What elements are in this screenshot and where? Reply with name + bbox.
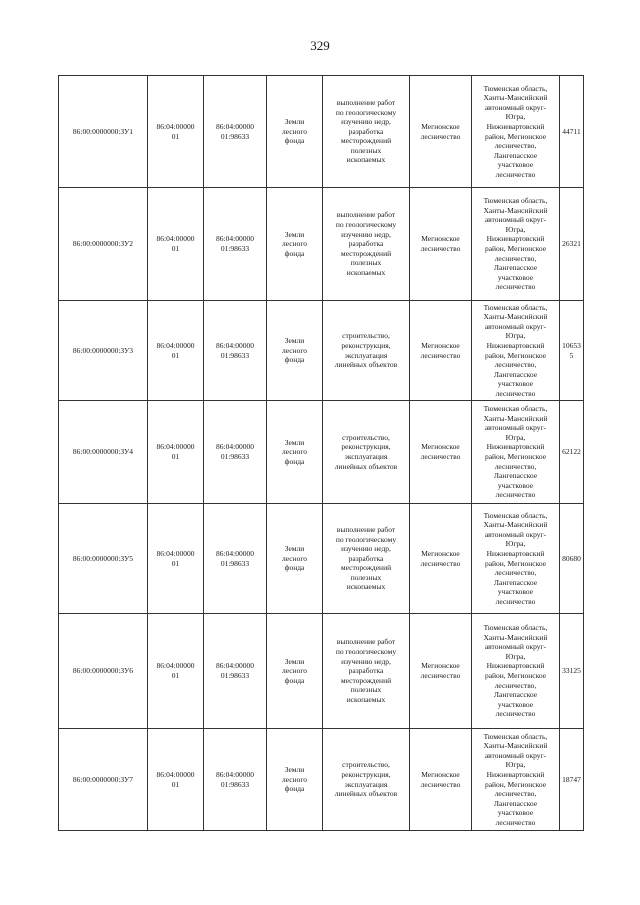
permitted-use-cell: строительство, реконструкция, эксплуатация линейных объектов — [323, 729, 410, 831]
forestry-cell: Мегионское лесничество — [410, 614, 472, 729]
cadastral-number-cell: 86:00:0000000:ЗУ3 — [59, 301, 148, 401]
table-row — [59, 729, 584, 831]
area-cell: 44711 — [560, 76, 584, 188]
area-cell: 26321 — [560, 188, 584, 301]
cadastral-number-cell: 86:00:0000000:ЗУ5 — [59, 504, 148, 614]
cadastral-quarter-cell: 86:04:00000 01 — [148, 401, 204, 504]
permitted-use-cell: выполнение работ по геологическому изучению недр, разработка месторождений полезных ископаемых — [323, 504, 410, 614]
land-category-cell: Земли лесного фонда — [267, 301, 323, 401]
parent-plot-number-cell: 86:04:00000 01:98633 — [204, 188, 267, 301]
permitted-use-cell: строительство, реконструкция, эксплуатация линейных объектов — [323, 401, 410, 504]
table-row — [59, 614, 584, 729]
parent-plot-number-cell: 86:04:00000 01:98633 — [204, 301, 267, 401]
land-category-cell: Земли лесного фонда — [267, 729, 323, 831]
land-category-cell: Земли лесного фонда — [267, 401, 323, 504]
land-category-cell: Земли лесного фонда — [267, 188, 323, 301]
land-category-cell: Земли лесного фонда — [267, 76, 323, 188]
area-cell: 18747 — [560, 729, 584, 831]
cadastral-number-cell: 86:00:0000000:ЗУ6 — [59, 614, 148, 729]
cadastral-number-cell: 86:00:0000000:ЗУ2 — [59, 188, 148, 301]
address-cell: Тюменская область, Ханты-Мансийский автономный округ- Югра, Нижневартовский район, Мегионское лесничество, Лангепасское участковое лесничество — [472, 188, 560, 301]
permitted-use-cell: выполнение работ по геологическому изучению недр, разработка месторождений полезных ископаемых — [323, 188, 410, 301]
cadastral-quarter-cell: 86:04:00000 01 — [148, 188, 204, 301]
area-cell: 106535 — [560, 301, 584, 401]
address-cell: Тюменская область, Ханты-Мансийский автономный округ- Югра, Нижневартовский район, Мегионское лесничество, Лангепасское участковое лесничество — [472, 401, 560, 504]
permitted-use-cell: выполнение работ по геологическому изучению недр, разработка месторождений полезных ископаемых — [323, 76, 410, 188]
area-cell: 62122 — [560, 401, 584, 504]
parent-plot-number-cell: 86:04:00000 01:98633 — [204, 76, 267, 188]
area-cell: 80680 — [560, 504, 584, 614]
cadastral-quarter-cell: 86:04:00000 01 — [148, 729, 204, 831]
table-body — [59, 76, 584, 831]
permitted-use-cell: строительство, реконструкция, эксплуатация линейных объектов — [323, 301, 410, 401]
page-number: 329 — [310, 38, 330, 53]
cadastral-number-cell: 86:00:0000000:ЗУ4 — [59, 401, 148, 504]
parent-plot-number-cell: 86:04:00000 01:98633 — [204, 401, 267, 504]
land-category-cell: Земли лесного фонда — [267, 614, 323, 729]
table-row — [59, 401, 584, 504]
address-cell: Тюменская область, Ханты-Мансийский автономный округ- Югра, Нижневартовский район, Мегионское лесничество, Лангепасское участковое лесничество — [472, 614, 560, 729]
cadastral-number-cell: 86:00:0000000:ЗУ1 — [59, 76, 148, 188]
area-cell: 33125 — [560, 614, 584, 729]
cadastral-quarter-cell: 86:04:00000 01 — [148, 504, 204, 614]
forestry-cell: Мегионское лесничество — [410, 76, 472, 188]
cadastral-quarter-cell: 86:04:00000 01 — [148, 76, 204, 188]
table-row — [59, 504, 584, 614]
table-row — [59, 301, 584, 401]
forestry-cell: Мегионское лесничество — [410, 729, 472, 831]
parent-plot-number-cell: 86:04:00000 01:98633 — [204, 504, 267, 614]
address-cell: Тюменская область, Ханты-Мансийский автономный округ- Югра, Нижневартовский район, Мегионское лесничество, Лангепасское участковое лесничество — [472, 301, 560, 401]
permitted-use-cell: выполнение работ по геологическому изучению недр, разработка месторождений полезных ископаемых — [323, 614, 410, 729]
address-cell: Тюменская область, Ханты-Мансийский автономный округ- Югра, Нижневартовский район, Мегионское лесничество, Лангепасское участковое лесничество — [472, 504, 560, 614]
cadastral-number-cell: 86:00:0000000:ЗУ7 — [59, 729, 148, 831]
address-cell: Тюменская область, Ханты-Мансийский автономный округ- Югра, Нижневартовский район, Мегионское лесничество, Лангепасское участковое лесничество — [472, 729, 560, 831]
address-cell: Тюменская область, Ханты-Мансийский автономный округ- Югра, Нижневартовский район, Мегионское лесничество, Лангепасское участковое лесничество — [472, 76, 560, 188]
cadastral-quarter-cell: 86:04:00000 01 — [148, 301, 204, 401]
parent-plot-number-cell: 86:04:00000 01:98633 — [204, 614, 267, 729]
land-category-cell: Земли лесного фонда — [267, 504, 323, 614]
table-row — [59, 188, 584, 301]
forestry-cell: Мегионское лесничество — [410, 401, 472, 504]
cadastral-quarter-cell: 86:04:00000 01 — [148, 614, 204, 729]
forestry-cell: Мегионское лесничество — [410, 504, 472, 614]
forestry-cell: Мегионское лесничество — [410, 188, 472, 301]
forestry-cell: Мегионское лесничество — [410, 301, 472, 401]
parent-plot-number-cell: 86:04:00000 01:98633 — [204, 729, 267, 831]
land-plots-table — [58, 75, 584, 831]
table-row — [59, 76, 584, 188]
